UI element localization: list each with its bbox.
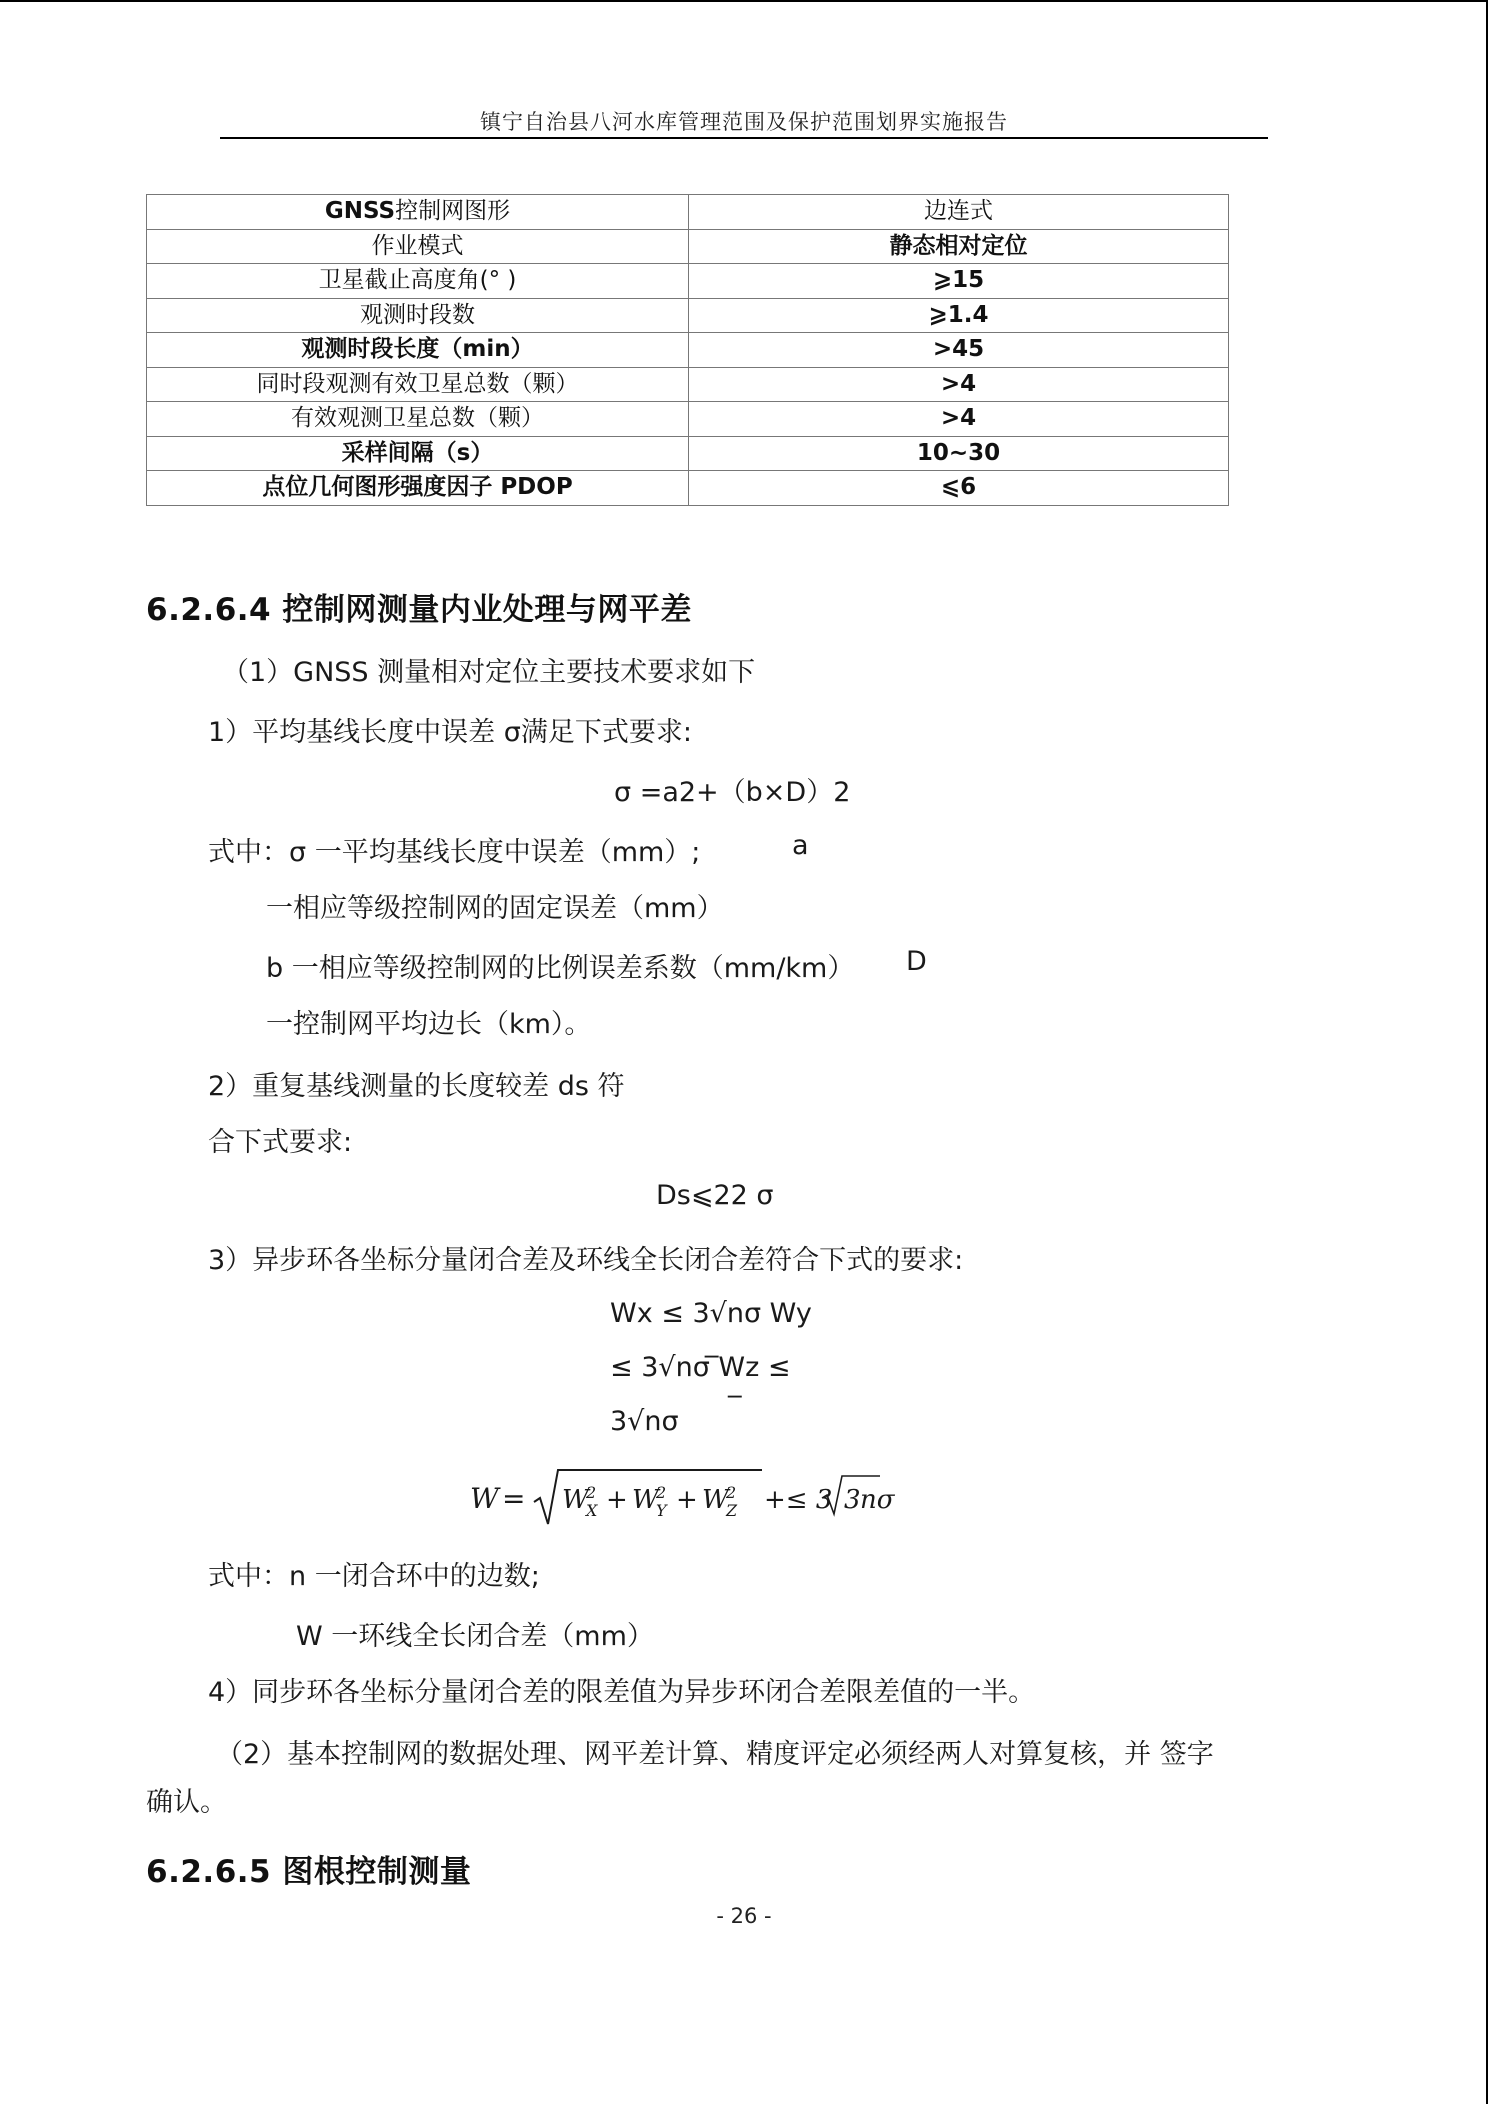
table-cell-value: ⩾15	[689, 264, 1229, 299]
table-cell-label: 观测时段数	[147, 298, 689, 333]
paragraph-6: 一控制网平均边长（km）。	[266, 1009, 592, 1040]
paragraph-1: （1）GNSS 测量相对定位主要技术要求如下	[222, 657, 756, 688]
table-row	[147, 229, 1229, 264]
paragraph-4: 一相应等级控制网的固定误差（mm）	[266, 893, 724, 924]
table-row	[147, 402, 1229, 437]
paragraph-3b: a	[792, 830, 809, 861]
formula-wx: Wx ≤ 3√nσ Wy	[610, 1298, 812, 1329]
svg-text:W: W	[470, 1482, 499, 1515]
table-cell-label: 卫星截止高度角(° )	[147, 264, 689, 299]
table-cell-value: >45	[689, 333, 1229, 368]
table-row	[147, 333, 1229, 368]
paragraph-5b: D	[906, 946, 927, 977]
paragraph-7: 2）重复基线测量的长度较差 ds 符	[208, 1071, 625, 1102]
svg-text:3: 3	[844, 1485, 861, 1515]
paragraph-5a: b 一相应等级控制网的比例误差系数（mm/km）	[266, 953, 855, 984]
table-cell-value: 边连式	[689, 195, 1229, 230]
paragraph-9: 3）异步环各坐标分量闭合差及环线全长闭合差符合下式的要求:	[208, 1245, 964, 1276]
svg-text:+: +	[676, 1485, 698, 1515]
svg-text:+: +	[606, 1485, 628, 1515]
svg-text:+≤ 3: +≤ 3	[764, 1485, 833, 1515]
table-row	[147, 436, 1229, 471]
formula-ds: Ds⩽22 σ	[656, 1180, 774, 1211]
svg-text:W: W	[702, 1485, 729, 1515]
table-row	[147, 471, 1229, 506]
svg-text:2: 2	[656, 1483, 667, 1502]
table-row	[147, 298, 1229, 333]
formula-overline: ‾	[728, 1392, 742, 1423]
section-heading-6264: 6.2.6.4 控制网测量内业处理与网平差	[146, 592, 692, 628]
table-cell-label: 点位几何图形强度因子 PDOP	[147, 471, 689, 506]
table-cell-value: >4	[689, 367, 1229, 402]
section-heading-6265: 6.2.6.5 图根控制测量	[146, 1854, 472, 1890]
table-cell-label: 同时段观测有效卫星总数（颗）	[147, 367, 689, 402]
page-top-border	[0, 0, 1488, 2]
svg-text:2: 2	[586, 1483, 597, 1502]
svg-text:Z: Z	[726, 1501, 738, 1520]
table-cell-value: ⩾1.4	[689, 298, 1229, 333]
table-row	[147, 195, 1229, 230]
table-cell-value: 静态相对定位	[689, 229, 1229, 264]
gnss-parameter-table	[146, 194, 1229, 506]
header-rule	[220, 137, 1268, 139]
table-cell-label: 有效观测卫星总数（颗）	[147, 402, 689, 437]
paragraph-3a: 式中：σ 一平均基线长度中误差（mm）;	[208, 837, 701, 868]
running-header: 镇宁自治县八河水库管理范围及保护范围划界实施报告	[480, 110, 1008, 134]
table-cell-label-bold: GNSS	[324, 198, 396, 225]
paragraph-8: 合下式要求:	[208, 1127, 353, 1158]
table-row	[147, 367, 1229, 402]
table-row	[147, 264, 1229, 299]
svg-text:X: X	[586, 1501, 598, 1520]
paragraph-13b: 确认。	[146, 1787, 227, 1818]
formula-wz: 3√nσ	[610, 1406, 679, 1437]
paragraph-13a: （2）基本控制网的数据处理、网平差计算、精度评定必须经两人对算复核，并 签字	[216, 1739, 1214, 1770]
table-cell-value: >4	[689, 402, 1229, 437]
table-cell-label: 作业模式	[147, 229, 689, 264]
formula-svg	[470, 1462, 910, 1532]
paragraph-2: 1）平均基线长度中误差 σ满足下式要求:	[208, 717, 692, 748]
table-cell-label-rest: 控制网图形	[395, 198, 511, 225]
svg-text:=: =	[502, 1482, 526, 1515]
svg-text:W: W	[632, 1485, 659, 1515]
formula-sigma: σ =a2+（b×D）2	[614, 777, 851, 808]
svg-text:nσ: nσ	[860, 1485, 895, 1515]
table-cell-value: ⩽6	[689, 471, 1229, 506]
formula-wy: ≤ 3√nσ ̅Wz ≤	[610, 1352, 791, 1383]
svg-text:2: 2	[726, 1483, 737, 1502]
formula-total-closure	[470, 1462, 910, 1539]
paragraph-12: 4）同步环各坐标分量闭合差的限差值为异步环闭合差限差值的一半。	[208, 1677, 1036, 1708]
table-cell-label: 采样间隔（s）	[147, 436, 689, 471]
paragraph-10: 式中：n 一闭合环中的边数;	[208, 1561, 540, 1592]
table-cell-label	[147, 195, 689, 230]
table-cell-value: 10~30	[689, 436, 1229, 471]
table-cell-label: 观测时段长度（min）	[147, 333, 689, 368]
svg-text:W: W	[562, 1485, 589, 1515]
page-number: - 26 -	[716, 1904, 772, 1928]
paragraph-11: W 一环线全长闭合差（mm）	[296, 1621, 654, 1652]
svg-text:Y: Y	[656, 1501, 667, 1520]
